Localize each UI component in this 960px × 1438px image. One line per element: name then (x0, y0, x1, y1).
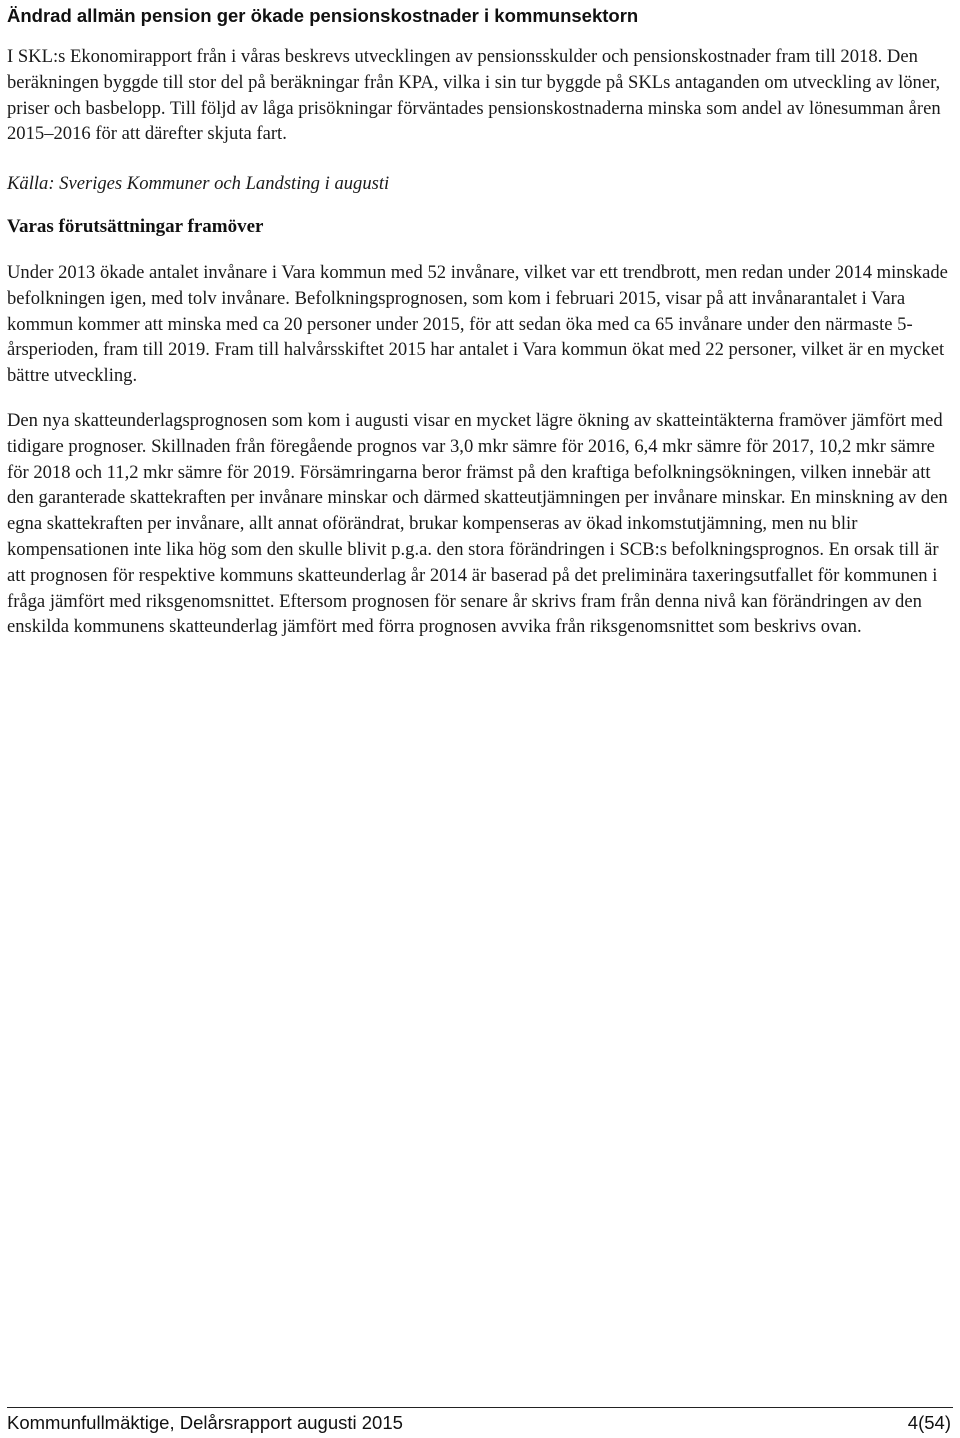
footer-page-number: 4(54) (907, 1412, 951, 1433)
footer-document-title: Kommunfullmäktige, Delårsrapport augusti 2015 (7, 1412, 403, 1433)
paragraph-tax-forecast: Den nya skatteunderlagsprognosen som kom i augusti visar en mycket lägre ökning av skatteintäkterna framöver jämfört med tidigare prognoser. Skillnaden från föregående prognos var 3,0 mkr sämre för 2016, 6,4 mkr sämre för 2017, 10,2 mkr sämre för 2018 och 11,2 mkr sämre för 2019. Försämringarna beror främst på den kraftiga befolkningsökningen, vilken innebär att den garanterade skattekraften per invånare minskar och därmed skatteutjämningen per invånare minskar. En minskning av den egna skattekraften per invånare, allt annat oförändrat, brukar kompenseras av ökad inkomstutjämning, men nu blir kompensationen inte lika hög som den skulle blivit p.g.a. den stora förändringen i SCB:s befolkningsprognos. En orsak till är att prognosen för respektive kommuns skatteunderlag år 2014 är baserad på det preliminära taxeringsutfallet för kommunen i fråga jämfört med riksgenomsnittet. Eftersom prognosen för senare år skrivs fram från denna nivå kan förändringen av den enskilda kommunens skatteunderlag jämfört med förra prognosen avvika från riksgenomsnittet som beskrivs ovan. (7, 410, 948, 638)
source-note: Källa: Sveriges Kommuner och Landsting i augusti (7, 173, 390, 194)
section-heading-pension: Ändrad allmän pension ger ökade pensionskostnader i kommunsektorn (7, 5, 639, 26)
paragraph-population: Under 2013 ökade antalet invånare i Vara kommun med 52 invånare, vilket var ett trendbrott, men redan under 2014 minskade befolkningen igen, med tolv invånare. Befolkningsprognosen, som kom i februari 2015, visar på att invånarantalet i Vara kommun kommer att minska med ca 20 personer under 2015, för att sedan öka med ca 65 invånare under den närmaste 5-årsperioden, fram till 2019. Fram till halvårsskiftet 2015 har antalet i Vara kommun ökat med 22 personer, vilket är en mycket bättre utveckling. (7, 262, 948, 387)
section-heading-vara: Varas förutsättningar framöver (7, 216, 264, 237)
page-footer (7, 1407, 953, 1433)
paragraph-pension: I SKL:s Ekonomirapport från i våras beskrevs utvecklingen av pensionsskulder och pensionskostnader fram till 2018. Den beräkningen byggde till stor del på beräkningar från KPA, vilka i sin tur byggde på SKLs antaganden om utveckling av löner, priser och basbelopp. Till följd av låga prisökningar förväntades pensionskostnaderna minska som andel av lönesumman åren 2015–2016 för att därefter skjuta fart. (7, 46, 941, 145)
